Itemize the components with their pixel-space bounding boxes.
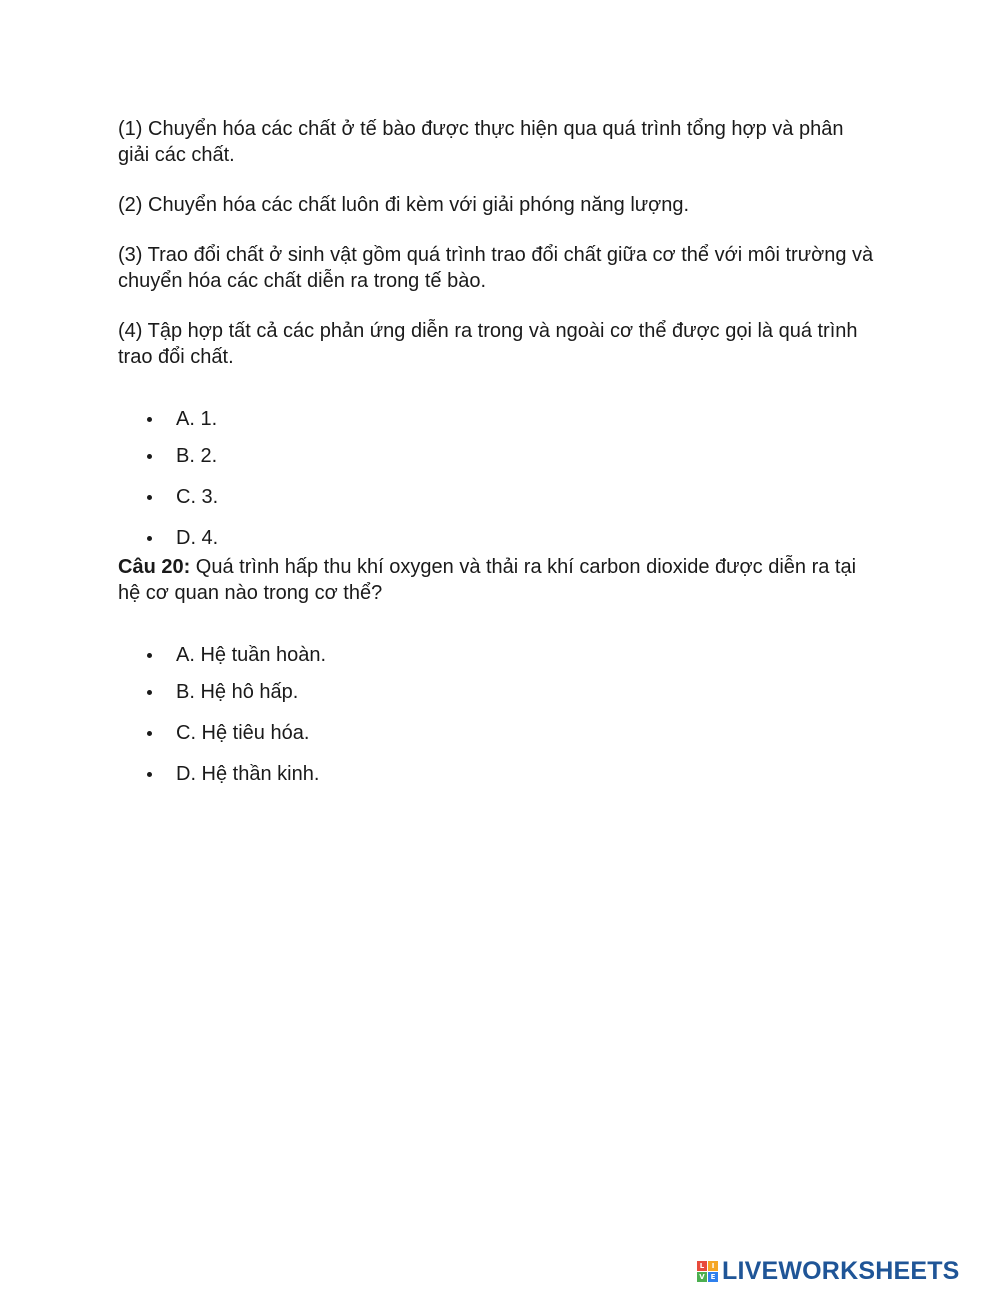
liveworksheets-logo (697, 1256, 960, 1286)
bullet-icon (147, 536, 152, 541)
bullet-icon (147, 653, 152, 658)
q19-option-a: A. 1. (118, 406, 878, 432)
q20-option-c: C. Hệ tiêu hóa. (118, 720, 878, 746)
logo-mark-icon: L I V E (697, 1261, 718, 1282)
q20-option-a: A. Hệ tuần hoàn. (118, 642, 878, 668)
q20-options-list (118, 642, 878, 787)
bullet-icon (147, 690, 152, 695)
bullet-icon (147, 417, 152, 422)
q19-option-c: C. 3. (118, 484, 878, 510)
statement-3: (3) Trao đổi chất ở sinh vật gồm quá trình trao đổi chất giữa cơ thể với môi trường và chuyển hóa các chất diễn ra trong tế bào. (118, 244, 874, 292)
bullet-icon (147, 772, 152, 777)
q19-option-d: D. 4. (118, 525, 878, 551)
q20-option-b: B. Hệ hô hấp. (118, 679, 878, 705)
question-20 (118, 554, 878, 606)
q19-options-list (118, 406, 878, 551)
q19-option-b: B. 2. (118, 443, 878, 469)
statement-4: (4) Tập hợp tất cả các phản ứng diễn ra trong và ngoài cơ thể được gọi là quá trình trao đổi chất. (118, 320, 858, 368)
question-20-text: Quá trình hấp thu khí oxygen và thải ra khí carbon dioxide được diễn ra tại hệ cơ quan nào trong cơ thể? (118, 556, 857, 604)
statement-1: (1) Chuyển hóa các chất ở tế bào được thực hiện qua quá trình tổng hợp và phân giải các chất. (118, 118, 844, 166)
bullet-icon (147, 495, 152, 500)
logo-text: LIVEWORKSHEETS (722, 1256, 960, 1285)
q20-option-d: D. Hệ thần kinh. (118, 761, 878, 787)
statement-2: (2) Chuyển hóa các chất luôn đi kèm với giải phóng năng lượng. (118, 194, 690, 216)
bullet-icon (147, 731, 152, 736)
bullet-icon (147, 454, 152, 459)
worksheet-content (118, 116, 878, 787)
question-20-label: Câu 20: (118, 556, 191, 578)
